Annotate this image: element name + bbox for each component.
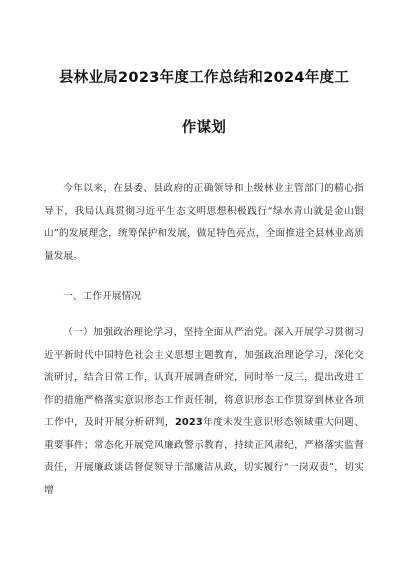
paragraph-text-part-2: 年度未发生意识形态领域重大问题、重要事件；常态化开展党风廉政警示教育，持续正风肃纪，严格落实监督责任，开展廉政谈话督促领导干部廉洁从政，切实履行“一岗双责”，切实增 bbox=[44, 417, 364, 496]
document-title-line-2: 作谋划 bbox=[181, 120, 227, 136]
section-heading-work-status: 一、工作开展情况 bbox=[63, 291, 142, 302]
paragraph-text-part-1: （一）加强政治理论学习，坚持全面从严治党。深入开展学习贯彻习近平新时代中国特色社会主义思想主题教育，加强政治理论学习，深化交流研讨，结合日常工作，认真开展调查研究，同时举一反三，提出改进工作的措施严格落实意识形态工作责任制，将意识形态工作贯穿到林业各项工作中，及时开展分析研判， bbox=[44, 327, 364, 428]
intro-paragraph: 今年以来，在县委、县政府的正确领导和上级林业主管部门的精心指导下，我局认真贯彻习近平生态文明思想积极践行“绿水青山就是金山银山”的发展理念，统筹保护和发展，做足特色亮点，全面推进全县林业高质量发展。 bbox=[44, 183, 364, 262]
document-title-line-1: 县林业局2023年度工作总结和2024年度工 bbox=[58, 70, 350, 86]
body-paragraph-political-study bbox=[44, 322, 364, 502]
year-number: 2023 bbox=[174, 417, 203, 428]
